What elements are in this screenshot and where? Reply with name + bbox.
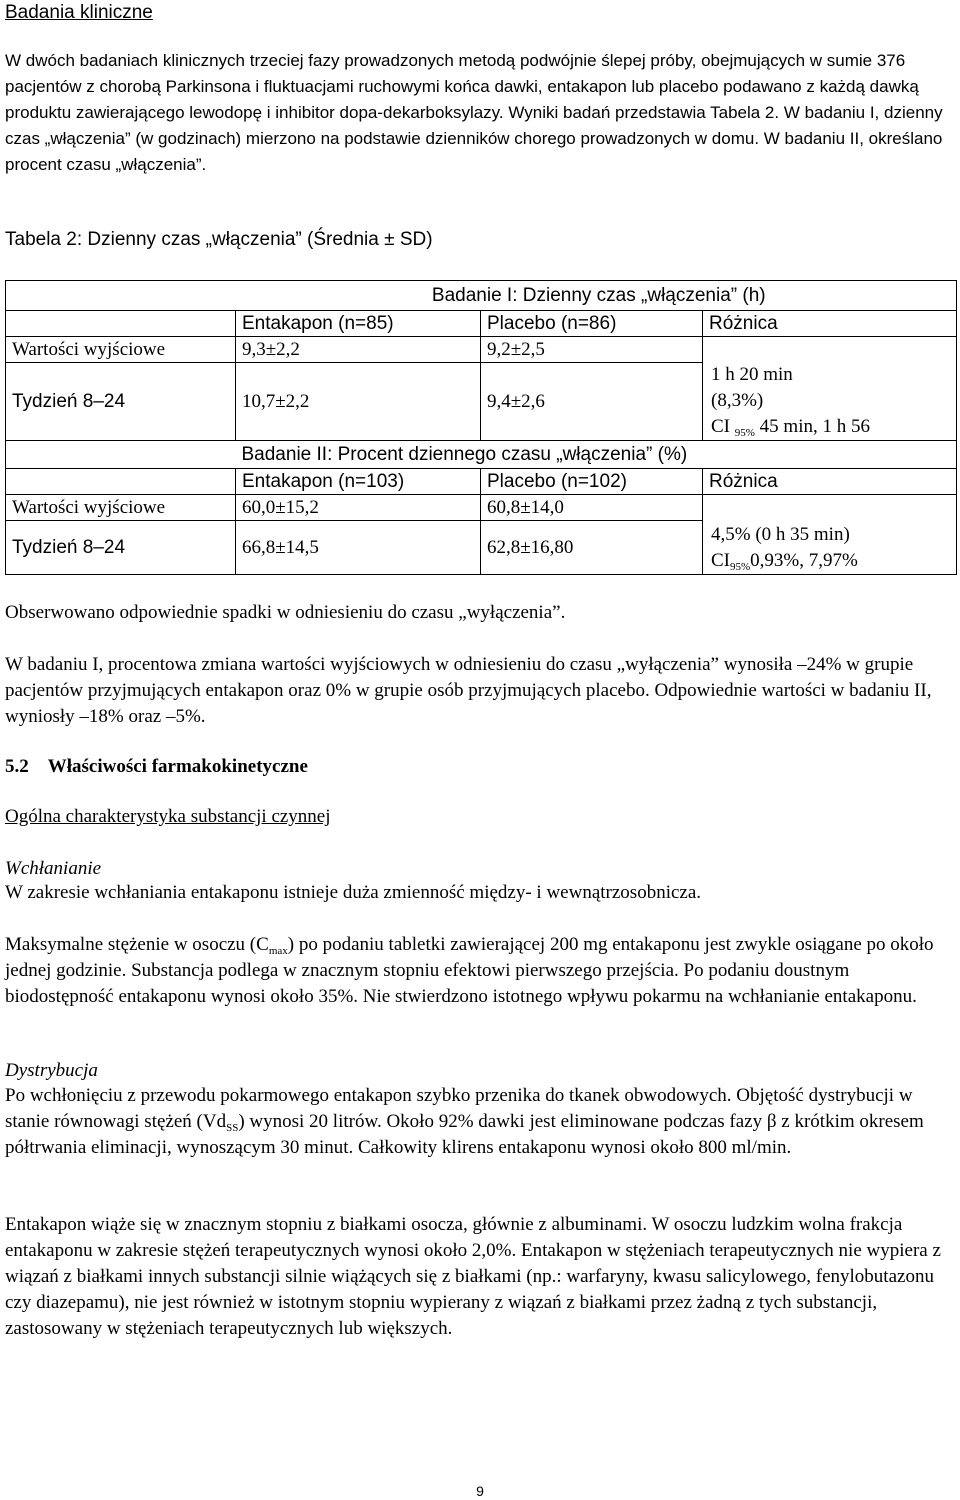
- study2-difference-cell: [703, 495, 957, 575]
- study1-difference-cell: [703, 337, 957, 441]
- study1-diff-line1: 1 h 20 min: [711, 364, 793, 385]
- section-title-5-2: Właściwości farmakokinetyczne: [47, 756, 308, 777]
- cell-placebo: 60,8±14,0: [481, 495, 703, 521]
- distribution-title: Dystrybucja: [5, 1060, 98, 1081]
- cmax-text-start: Maksymalne stężenie w osoczu (C: [5, 934, 269, 955]
- cmax-text-end: ) po podaniu tabletki zawierającej 200 mg entakaponu jest zwykle osiągane po około jednej godzinie. Substancja podlega w znacznym stopniu efektowi pierwszego przejścia. Po podaniu doustnym biodostępność entakaponu wynosi około 35%. Nie stwierdzono istotnego wpływu pokarmu na wchłanianie entakaponu.: [5, 934, 934, 1007]
- cell-entakapon: 66,8±14,5: [236, 521, 481, 575]
- cmax-paragraph: [5, 932, 950, 1010]
- study2-title: Badanie II: Procent dziennego czasu „włączenia” (%): [236, 441, 957, 469]
- cell-placebo: 62,8±16,80: [481, 521, 703, 575]
- ci-value: 45 min, 1 h 56: [759, 416, 870, 437]
- results-table: [5, 280, 957, 575]
- section-title: Badania kliniczne: [5, 2, 153, 23]
- off-time-paragraph: W badaniu I, procentowa zmiana wartości wyjściowych w odniesieniu do czasu „wyłączenia” wynosiła –24% w grupie pacjentów przyjmujących entakapon oraz 0% w grupie osób przyjmujących placebo. Odpowiednie wartości w badaniu II, wyniosły –18% oraz –5%.: [5, 654, 932, 727]
- absorption-title: Wchłanianie: [5, 858, 102, 879]
- cell-entakapon: 10,7±2,2: [236, 363, 481, 441]
- table-row: [6, 337, 957, 363]
- study1-title: Badanie I: Dzienny czas „włączenia” (h): [236, 281, 957, 311]
- study2-title-row: [6, 441, 957, 469]
- absorption-text: W zakresie wchłaniania entakaponu istnieje duża zmienność między- i wewnątrzosobnicza.: [5, 882, 702, 903]
- table-row: [6, 495, 957, 521]
- study2-header-entakapon: Entakapon (n=103): [236, 469, 481, 495]
- page-number: 9: [476, 1483, 484, 1499]
- study1-header-row: [6, 311, 957, 337]
- study2-header-difference: Różnica: [703, 469, 957, 495]
- ci-prefix: CI: [711, 416, 730, 437]
- observed-note: Obserwowano odpowiednie spadki w odniesieniu do czasu „wyłączenia”.: [5, 602, 566, 623]
- study2-header-row: [6, 469, 957, 495]
- study1-header-difference: Różnica: [703, 311, 957, 337]
- study1-header-entakapon: Entakapon (n=85): [236, 311, 481, 337]
- row-label: Tydzień 8–24: [6, 521, 236, 575]
- row-label: Wartości wyjściowe: [6, 337, 236, 363]
- protein-binding-paragraph: Entakapon wiąże się w znacznym stopniu z białkami osocza, głównie z albuminami. W osoczu ludzkim wolna frakcja entakaponu w zakresie stężeń terapeutycznych wynosi około 2,0%. Entakapon w stężeniach terapeutycznych nie wypiera z wiązań z białkami innych substancji silnie wiążących się z białkami (np.: warfaryny, kwasu salicylowego, fenylobutazonu czy diazepamu), nie jest również w istotnym stopniu wypierany z wiązań z białkami przez żadną z tych substancji, zastosowany w stężeniach terapeutycznych lub większych.: [5, 1214, 941, 1339]
- cmax-subscript: max: [268, 945, 288, 957]
- cell-placebo: 9,4±2,6: [481, 363, 703, 441]
- section-number: 5.2: [5, 756, 29, 777]
- distribution-subscript: SS: [226, 1122, 239, 1134]
- study2-ci: [711, 548, 956, 574]
- ci-subscript: 95%: [734, 427, 755, 439]
- study1-title-row: [6, 281, 957, 311]
- study2-diff-line1: 4,5% (0 h 35 min): [711, 524, 850, 545]
- study1-ci: [711, 414, 956, 440]
- general-characteristics-title: Ogólna charakterystyka substancji czynnej: [5, 806, 331, 827]
- intro-paragraph: W dwóch badaniach klinicznych trzeciej fazy prowadzonych metodą podwójnie ślepej próby, obejmujących w sumie 376 pacjentów z chorobą Parkinsona i fluktuacjami ruchowymi końca dawki, entakapon lub placebo podawano z każdą dawką produktu zawierającego lewodopę i inhibitor dopa-dekarboksylazy. Wyniki badań przedstawia Tabela 2. W badaniu I, dzienny czas „włączenia” (w godzinach) mierzono na podstawie dzienników chorego prowadzonych w domu. W badaniu II, określano procent czasu „włączenia”.: [5, 51, 943, 174]
- cell-placebo: 9,2±2,5: [481, 337, 703, 363]
- section-5-2-heading: [5, 754, 308, 780]
- ci-value: 0,93%, 7,97%: [750, 550, 858, 571]
- distribution-text-start: Po wchłonięciu z przewodu pokarmowego entakapon szybko przenika do tkanek obwodowych. Objętość dystrybucji w stanie równowagi stężeń (Vd: [5, 1085, 913, 1132]
- table-caption: Tabela 2: Dzienny czas „włączenia” (Średnia ± SD): [5, 229, 433, 250]
- row-label: Tydzień 8–24: [6, 363, 236, 441]
- cell-entakapon: 9,3±2,2: [236, 337, 481, 363]
- cell-entakapon: 60,0±15,2: [236, 495, 481, 521]
- study1-header-placebo: Placebo (n=86): [481, 311, 703, 337]
- study1-diff-line2: (8,3%): [711, 390, 764, 411]
- row-label: Wartości wyjściowe: [6, 495, 236, 521]
- distribution-paragraph: [5, 1083, 950, 1161]
- study2-header-placebo: Placebo (n=102): [481, 469, 703, 495]
- ci-prefix: CI: [711, 550, 730, 571]
- distribution-text-end: ) wynosi 20 litrów. Około 92% dawki jest eliminowane podczas fazy β z krótkim okresem półtrwania eliminacji, wynoszącym 30 minut. Całkowity klirens entakaponu wynosi około 800 ml/min.: [5, 1111, 924, 1158]
- ci-subscript: 95%: [730, 561, 751, 573]
